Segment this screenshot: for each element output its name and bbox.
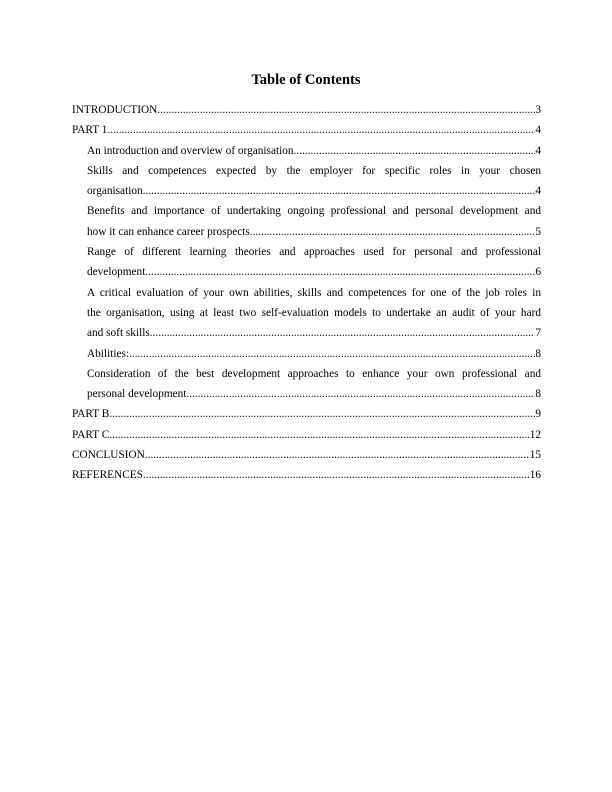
dot-leader xyxy=(294,141,536,161)
toc-entry-benefits-development[interactable] xyxy=(87,201,541,242)
toc-entry-label: and soft skills xyxy=(87,327,150,340)
toc-page-number: 3 xyxy=(535,104,541,116)
toc-page-number: 16 xyxy=(529,469,541,482)
toc-entry-label: PART B xyxy=(72,408,110,421)
toc-entry-introduction[interactable] xyxy=(72,100,541,120)
toc-page-number: 15 xyxy=(529,449,541,462)
dot-leader xyxy=(145,262,535,282)
toc-entry-abilities[interactable] xyxy=(87,344,541,364)
dot-leader xyxy=(157,100,535,120)
toc-entry-label: personal development xyxy=(87,388,187,401)
toc-entry-learning-theories[interactable] xyxy=(87,242,541,283)
toc-entry-critical-evaluation[interactable] xyxy=(87,283,541,344)
toc-page-number: 12 xyxy=(529,428,541,441)
toc-page-number: 4 xyxy=(535,144,541,157)
toc-entry-label-line: Range of different learning theories and approaches used for personal and professional xyxy=(87,246,541,259)
toc-entry-label: organisation xyxy=(87,185,143,198)
toc-entry-label-line: Skills and competences expected by the employer for specific roles in your chosen xyxy=(87,164,541,177)
toc-entry-label-line: the organisation, using at least two self-evaluation models to undertake an audit of your hard xyxy=(87,306,541,319)
dot-leader xyxy=(143,465,530,485)
toc-entry-references[interactable] xyxy=(72,465,541,485)
toc-entry-skills-competences[interactable] xyxy=(87,161,541,202)
toc-page-number: 4 xyxy=(535,185,541,198)
toc-entry-label: development xyxy=(87,266,146,279)
toc-page-number: 9 xyxy=(535,408,541,421)
toc-title: Table of Contents xyxy=(251,72,361,88)
toc-page-number: 6 xyxy=(535,266,541,279)
toc-page-number: 4 xyxy=(535,124,541,137)
toc-entry-part-c[interactable] xyxy=(72,425,541,445)
dot-leader xyxy=(129,344,535,364)
toc-page-number: 8 xyxy=(535,388,541,401)
toc-entry-label: An introduction and overview of organisation xyxy=(87,144,294,157)
dot-leader xyxy=(186,384,535,404)
toc-entry-introduction-overview[interactable] xyxy=(87,141,541,161)
toc-page-number: 8 xyxy=(535,347,541,360)
toc-entry-part-b[interactable] xyxy=(72,404,541,424)
toc-entry-label: CONCLUSION xyxy=(72,449,145,462)
toc-entry-label: INTRODUCTION xyxy=(72,104,158,116)
toc-entry-development-approaches[interactable] xyxy=(87,364,541,405)
toc-entry-label-line: Benefits and importance of undertaking ongoing professional and personal development and xyxy=(87,205,541,218)
toc-entry-label: PART 1 xyxy=(72,124,108,137)
dot-leader xyxy=(250,222,536,242)
table-of-contents xyxy=(72,100,541,486)
toc-entry-label-line: Consideration of the best development approaches to enhance your own professional and xyxy=(87,367,541,380)
dot-leader xyxy=(145,445,530,465)
dot-leader xyxy=(109,404,535,424)
toc-entry-label: REFERENCES xyxy=(72,469,143,482)
toc-entry-label: Abilities: xyxy=(87,347,130,360)
toc-entry-label: how it can enhance career prospects xyxy=(87,225,250,238)
dot-leader xyxy=(107,120,535,140)
toc-entry-conclusion[interactable] xyxy=(72,445,541,465)
dot-leader xyxy=(150,323,536,343)
toc-entry-label-line: A critical evaluation of your own abilities, skills and competences for one of the job roles in xyxy=(87,286,541,299)
toc-page-number: 7 xyxy=(535,327,541,340)
toc-entry-label: PART C xyxy=(72,428,110,441)
toc-page-number: 5 xyxy=(535,225,541,238)
dot-leader xyxy=(109,425,529,445)
dot-leader xyxy=(143,181,536,201)
toc-entry-part-1[interactable] xyxy=(72,120,541,140)
